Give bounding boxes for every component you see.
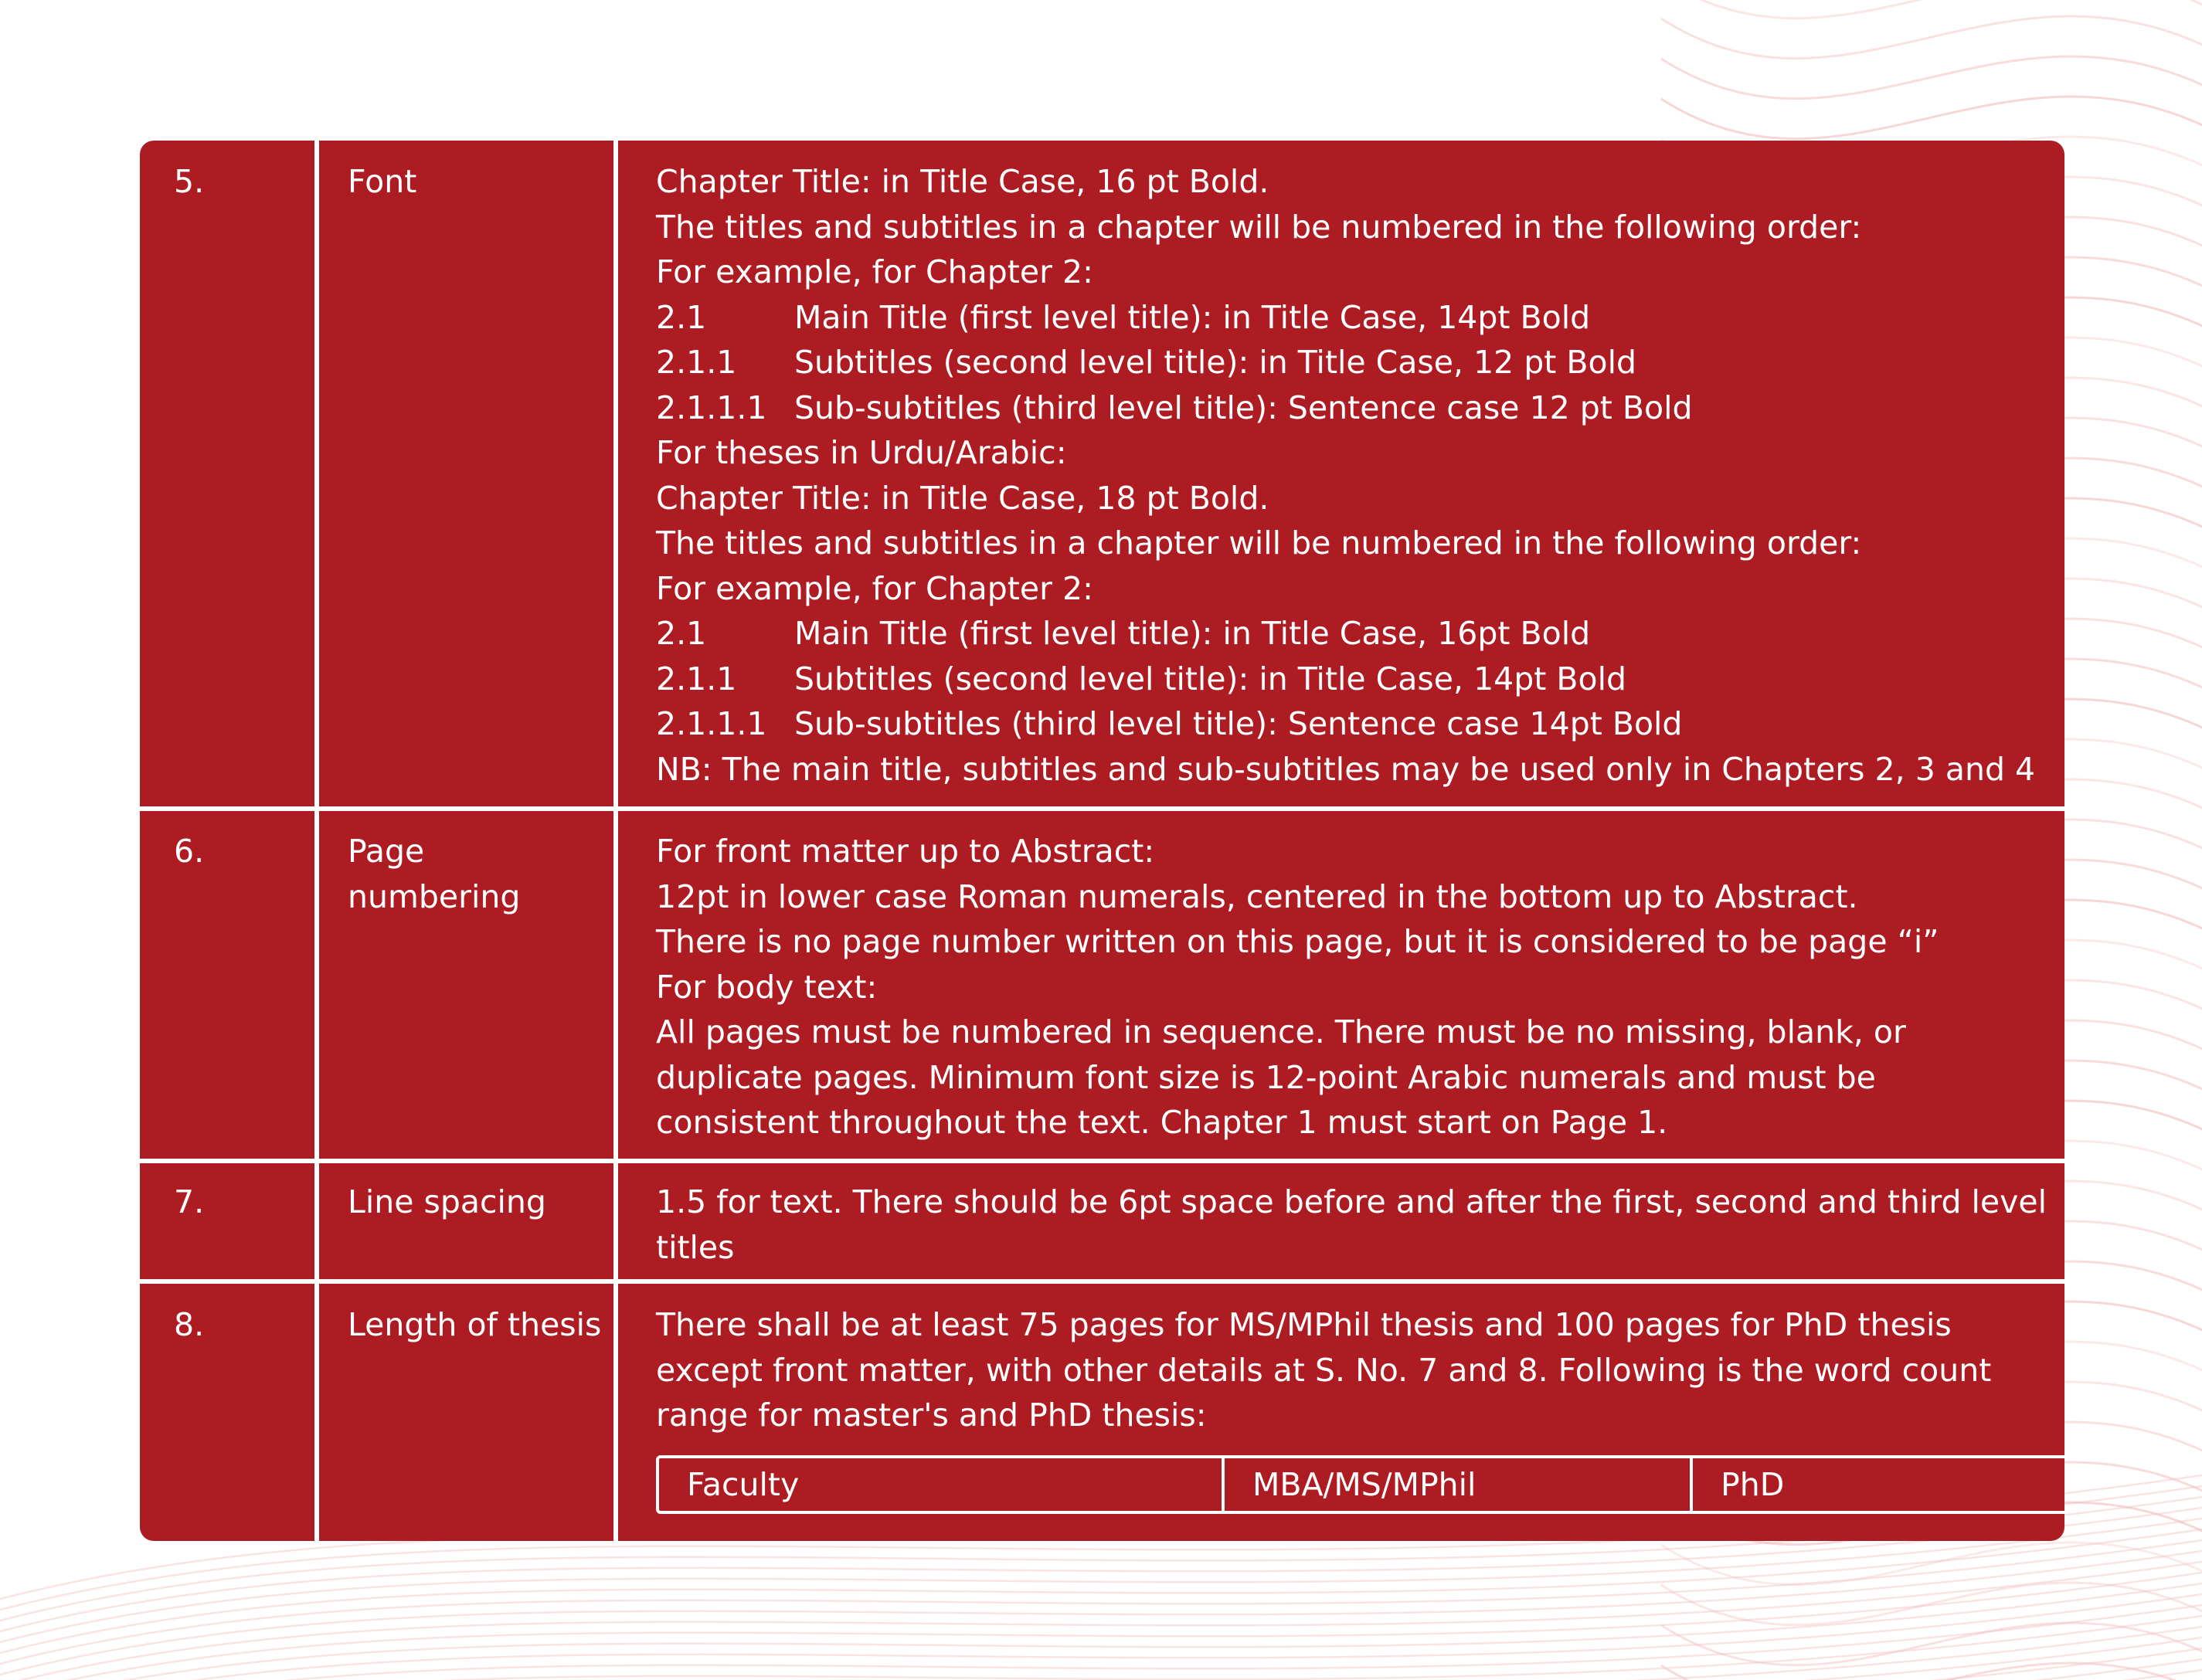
description-line: For body text:: [656, 968, 878, 1006]
description-line: For theses in Urdu/Arabic:: [656, 434, 1067, 471]
row-divider: [140, 806, 2064, 811]
section-number: 2.1.1.1: [656, 705, 767, 742]
wave-line: [1661, 56, 2202, 105]
section-description: Main Title (first level title): in Title Case, 16pt Bold: [794, 615, 1591, 652]
criterion-text: Line spacing: [348, 1183, 546, 1220]
row-criterion: [348, 829, 520, 919]
description-line: titles: [656, 1228, 735, 1266]
description-line: There shall be at least 75 pages for MS/MPhil thesis and 100 pages for PhD thesis: [656, 1306, 1952, 1343]
row-description: [656, 1179, 2047, 1270]
description-line: except front matter, with other details at S. No. 7 and 8. Following is the word count: [656, 1351, 1992, 1389]
row-divider: [140, 1279, 2064, 1284]
numbered-line: [656, 340, 2035, 385]
numbered-line: [656, 611, 2035, 657]
description-line: There is no page number written on this page, but it is considered to be page “i”: [656, 923, 1939, 960]
numbered-line: [656, 295, 2035, 341]
wave-line: [0, 1594, 2202, 1680]
row-number: 7.: [174, 1183, 205, 1220]
section-description: Sub-subtitles (third level title): Sentence case 12 pt Bold: [794, 389, 1693, 426]
column-divider: [314, 141, 319, 1541]
section-description: Subtitles (second level title): in Title Case, 12 pt Bold: [794, 344, 1637, 381]
row-criterion: [348, 1179, 546, 1225]
column-divider: [613, 141, 618, 1541]
word-count-table: [656, 1455, 2064, 1514]
row-description: [656, 829, 1939, 1145]
description-line: For front matter up to Abstract:: [656, 833, 1155, 870]
section-number: 2.1.1: [656, 660, 737, 697]
numbered-line: [656, 701, 2035, 747]
description-line: All pages must be numbered in sequence. There must be no missing, blank, or: [656, 1013, 1906, 1050]
description-line: duplicate pages. Minimum font size is 12-point Arabic numerals and must be: [656, 1058, 1876, 1096]
row-description: [656, 159, 2035, 792]
section-description: Main Title (first level title): in Title Case, 14pt Bold: [794, 298, 1591, 336]
criterion-text: Length of thesis: [348, 1306, 602, 1343]
numbered-line: [656, 657, 2035, 702]
wave-line: [1661, 16, 2202, 65]
description-line: The titles and subtitles in a chapter will be numbered in the following order:: [656, 524, 1862, 562]
description-line: The titles and subtitles in a chapter will be numbered in the following order:: [656, 208, 1862, 246]
wave-line: [1661, 97, 2202, 145]
description-line: range for master's and PhD thesis:: [656, 1397, 1207, 1434]
row-description: [656, 1302, 1991, 1438]
description-line: Chapter Title: in Title Case, 18 pt Bold.: [656, 479, 1269, 517]
criterion-text: Page: [348, 833, 425, 870]
description-line: For example, for Chapter 2:: [656, 569, 1093, 607]
row-number: 6.: [174, 833, 205, 870]
row-criterion: [348, 1302, 601, 1348]
description-line: For example, for Chapter 2:: [656, 253, 1093, 290]
section-number: 2.1.1: [656, 344, 737, 381]
section-number: 2.1: [656, 615, 707, 652]
row-criterion: [348, 159, 416, 205]
description-line: consistent throughout the text. Chapter 1 must start on Page 1.: [656, 1104, 1668, 1141]
section-number: 2.1.1.1: [656, 389, 767, 426]
description-line: 1.5 for text. There should be 6pt space before and after the first, second and third level: [656, 1183, 2047, 1220]
description-line: Chapter Title: in Title Case, 16 pt Bold.: [656, 163, 1269, 200]
row-number: 8.: [174, 1306, 205, 1343]
criterion-text: Font: [348, 163, 417, 200]
word-count-header-phd: PhD: [1690, 1458, 2064, 1511]
row-number: 5.: [174, 163, 205, 200]
numbered-line: [656, 385, 2035, 431]
section-description: Subtitles (second level title): in Title Case, 14pt Bold: [794, 660, 1627, 697]
section-description: Sub-subtitles (third level title): Sentence case 14pt Bold: [794, 705, 1683, 742]
description-line: NB: The main title, subtitles and sub-subtitles may be used only in Chapters 2, 3 and 4: [656, 750, 2036, 788]
section-number: 2.1: [656, 298, 707, 336]
word-count-header-masters: MBA/MS/MPhil: [1222, 1458, 1690, 1511]
wave-line: [1661, 1583, 2202, 1631]
criterion-text: numbering: [348, 877, 521, 915]
wave-line: [1661, 1663, 2202, 1680]
guidelines-table: [140, 141, 2064, 1541]
description-line: 12pt in lower case Roman numerals, centered in the bottom up to Abstract.: [656, 877, 1858, 915]
word-count-header-faculty: Faculty: [687, 1466, 800, 1503]
row-divider: [140, 1159, 2064, 1163]
